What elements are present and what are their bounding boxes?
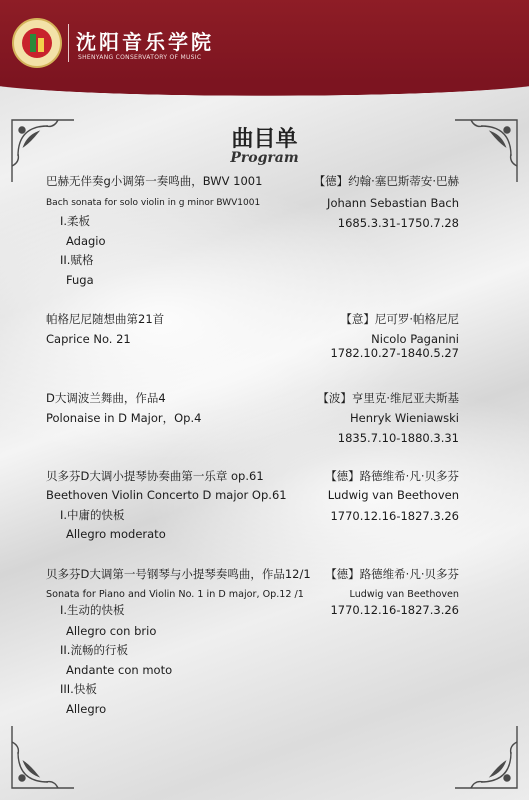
school-logo [12,18,62,68]
composer-dates: 1782.10.27-1840.5.27 [330,346,459,360]
movement-en: Adagio [66,234,106,248]
piece-title-en: Beethoven Violin Concerto D major Op.61 [46,488,287,502]
movement-en: Andante con moto [66,663,173,677]
composer-dates: 1835.7.10-1880.3.31 [337,431,459,445]
composer-en: Ludwig van Beethoven [327,488,459,502]
piece-title-cn: D大调波兰舞曲，作品4 [46,391,166,405]
composer-en: Nicolo Paganini [371,332,459,346]
corner-ornament-bottom-right [451,722,521,792]
piece-title-en: Sonata for Piano and Violin No. 1 in D major, Op.12 /1 [46,589,304,600]
header-banner [0,0,529,84]
piece-title-cn: 贝多芬D大调小提琴协奏曲第一乐章 op.61 [46,469,264,483]
piece-title-cn: 帕格尼尼随想曲第21首 [46,312,165,326]
movement-cn: I.柔板 [60,214,91,228]
corner-ornament-bottom-left [8,722,78,792]
program-title-cn: 曲目单 [231,127,298,152]
composer-en: Ludwig van Beethoven [349,589,459,600]
composer-cn: 【德】路德维希·凡·贝多芬 [325,469,459,483]
composer-dates: 1685.3.31-1750.7.28 [337,216,459,230]
composer-cn: 【德】约翰·塞巴斯蒂安·巴赫 [313,174,459,188]
school-name-cn: 沈阳音乐学院 [76,30,214,54]
movement-en: Allegro [66,702,107,716]
movement-en: Allegro con brio [66,624,157,638]
piece-title-en: Polonaise in D Major，Op.4 [46,411,202,425]
composer-en: Henryk Wieniawski [349,411,459,425]
composer-cn: 【意】尼可罗·帕格尼尼 [340,312,459,326]
piece-title-en: Caprice No. 21 [46,332,131,346]
movement-cn: I.生动的快板 [60,603,125,617]
movement-cn: III.快板 [60,682,97,696]
piece-title-en: Bach sonata for solo violin in g minor BWV1001 [46,198,261,208]
movement-en: Allegro moderato [66,527,166,541]
movement-en: Fuga [66,273,94,287]
composer-cn: 【波】亨里克·维尼亚夫斯基 [317,391,459,405]
school-name-en: SHENYANG CONSERVATORY OF MUSIC [78,54,202,61]
program-title-en: Program [230,150,299,166]
piece-title-cn: 贝多芬D大调第一号钢琴与小提琴奏鸣曲，作品12/1 [46,567,311,581]
piece-title-cn: 巴赫无伴奏g小调第一奏鸣曲，BWV 1001 [46,174,263,188]
movement-cn: II.流畅的行板 [60,643,128,657]
composer-cn: 【德】路德维希·凡·贝多芬 [325,567,459,581]
movement-cn: I.中庸的快板 [60,508,125,522]
composer-dates: 1770.12.16-1827.3.26 [330,603,459,617]
header-divider [68,24,69,62]
movement-cn: II.赋格 [60,253,94,267]
composer-dates: 1770.12.16-1827.3.26 [330,509,459,523]
composer-en: Johann Sebastian Bach [327,196,459,210]
